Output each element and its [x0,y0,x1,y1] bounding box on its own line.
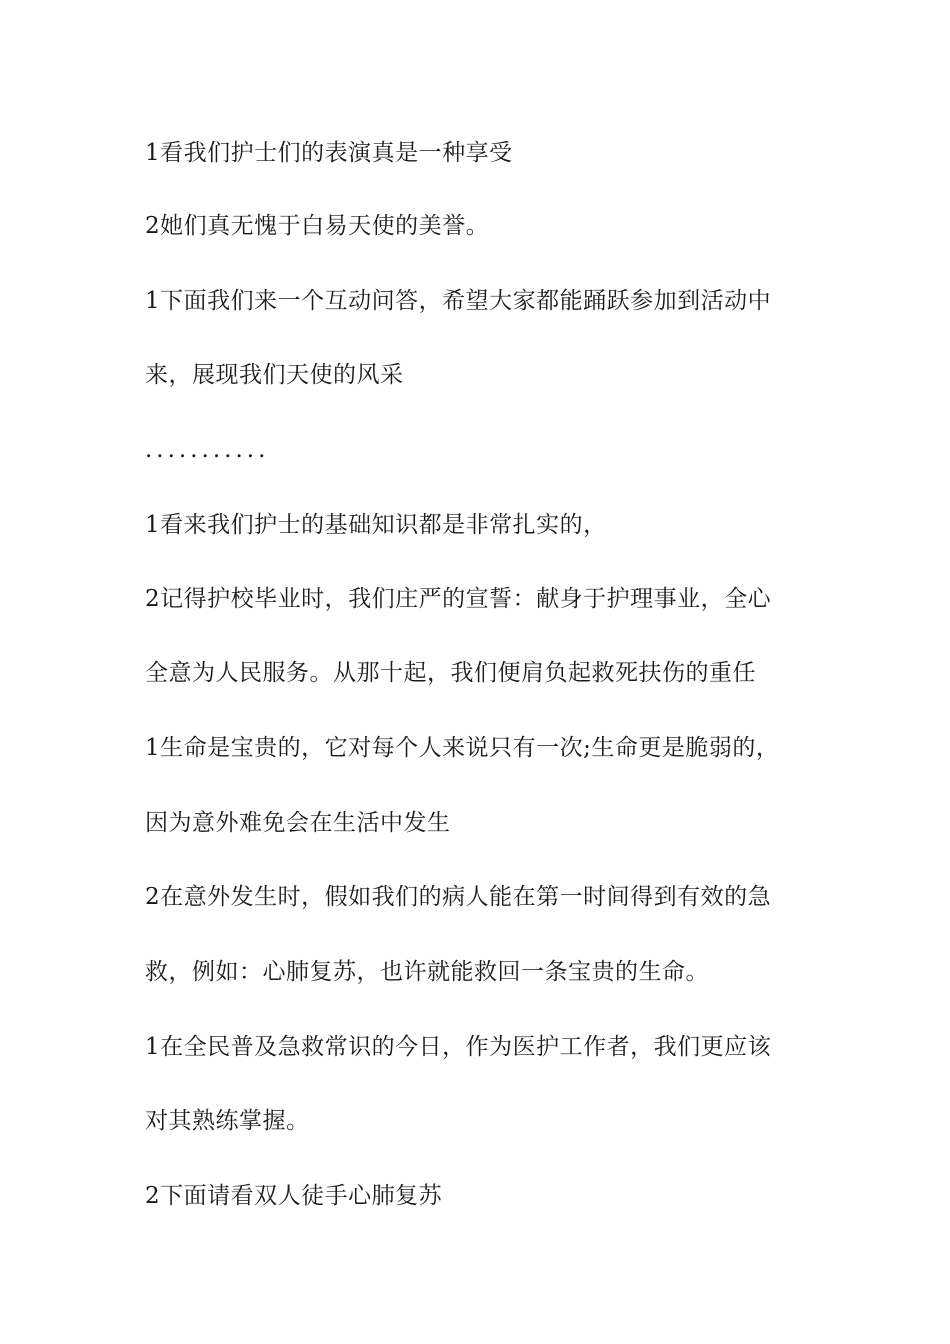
text-line: 1看我们护士们的表演真是一种享受 [145,140,513,166]
text-line: 2下面请看双人徒手心肺复苏 [145,1183,443,1209]
text-line: 1生命是宝贵的，它对每个人来说只有一次;生命更是脆弱的， [145,735,780,761]
text-line: 因为意外难免会在生活中发生 [145,810,451,836]
text-line: 1下面我们来一个互动问答，希望大家都能踊跃参加到活动中 [145,288,772,314]
text-line: 1在全民普及急救常识的今日，作为医护工作者，我们更应该 [145,1034,772,1060]
text-line: 2在意外发生时，假如我们的病人能在第一时间得到有效的急 [145,884,772,910]
text-line: 对其熟练掌握。 [145,1108,310,1134]
text-line: 来，展现我们天使的风采 [145,362,404,388]
text-line: 2她们真无愧于白易天使的美誉。 [145,213,490,239]
ellipsis-separator: ........... [145,437,270,463]
text-line: 1看来我们护士的基础知识都是非常扎实的， [145,512,607,538]
text-line: 全意为人民服务。从那十起，我们便肩负起救死扶伤的重任 [145,660,756,686]
text-line: 救，例如：心肺复苏，也许就能救回一条宝贵的生命。 [145,959,709,985]
text-line: 2记得护校毕业时，我们庄严的宣誓：献身于护理事业，全心 [145,586,772,612]
